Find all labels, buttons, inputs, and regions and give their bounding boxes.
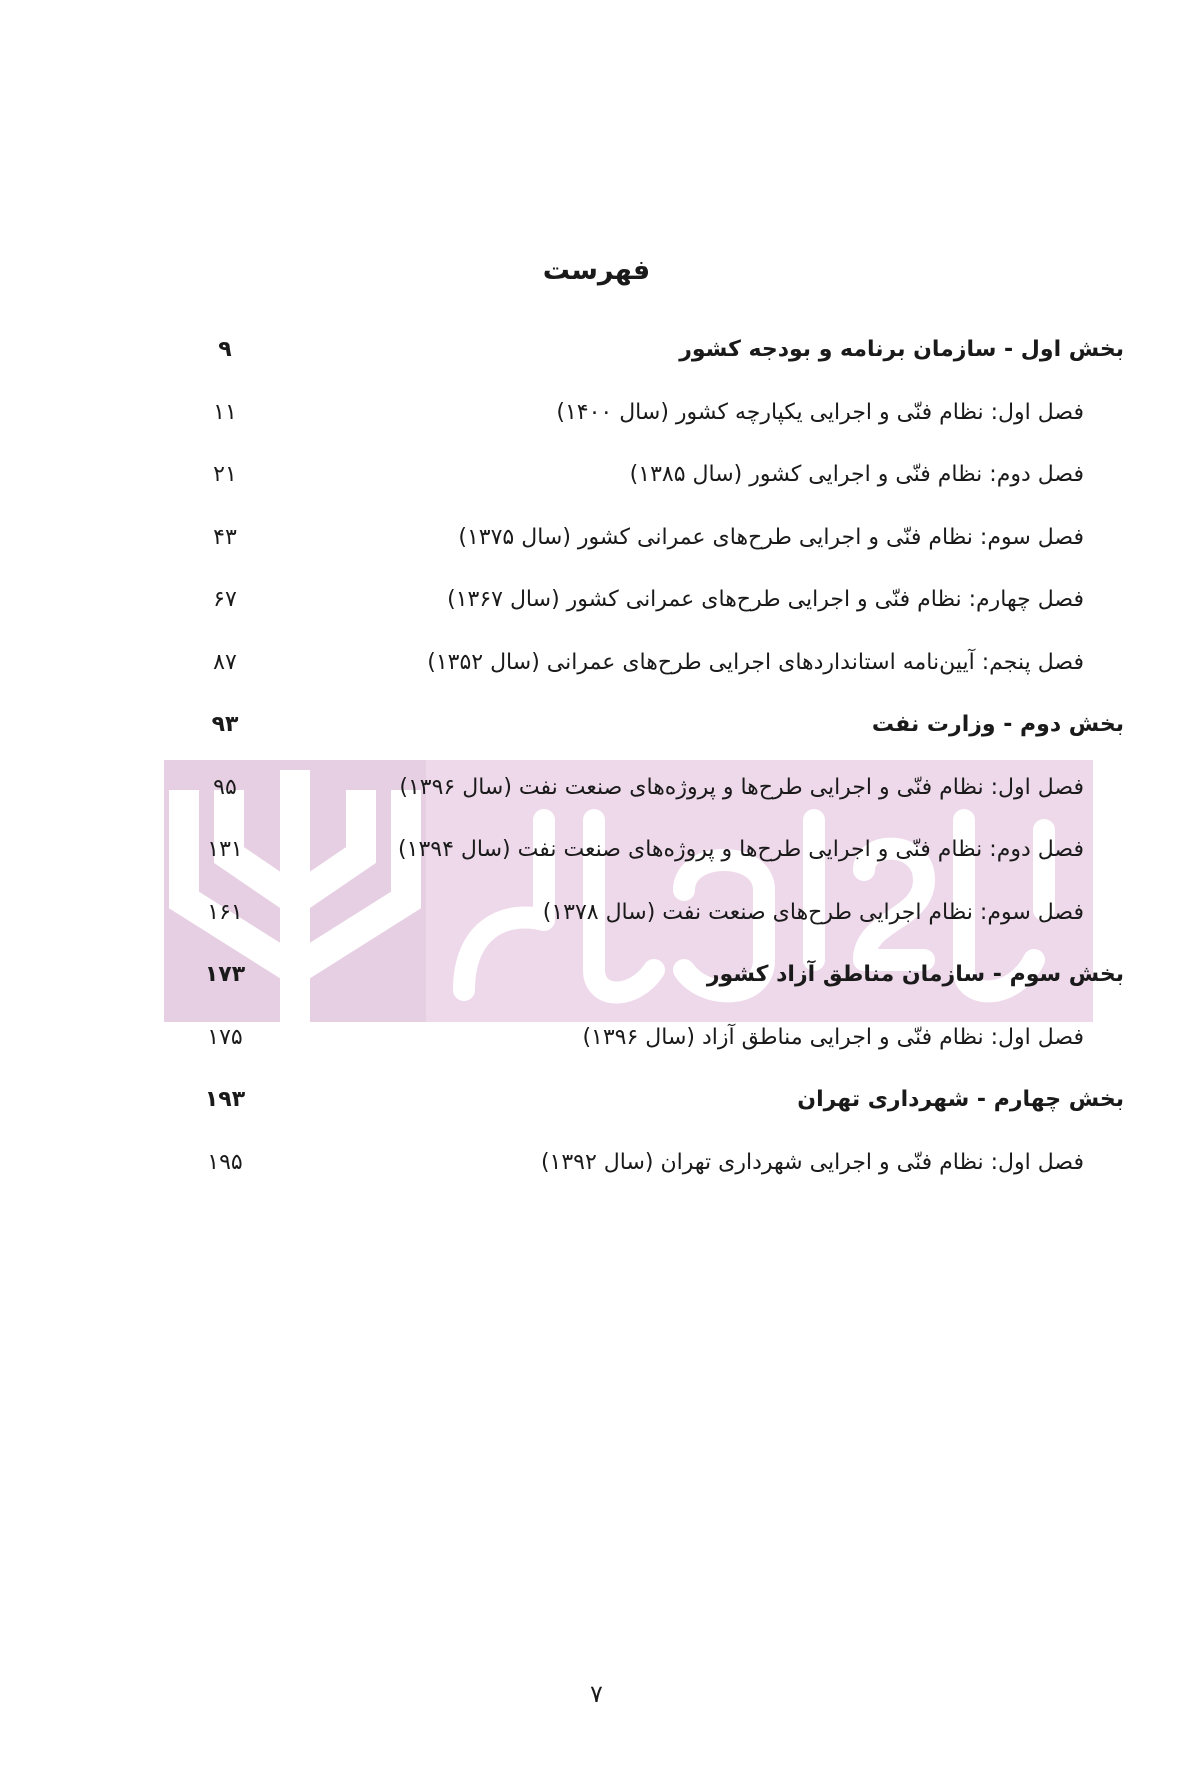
toc-chapter-title: فصل اول: نظام فنّی و اجرایی مناطق آزاد (سال ۱۳۹۶) [582,1024,1084,1050]
toc-section-row [200,330,1124,393]
toc-page-number: ۱۹۵ [207,1149,243,1175]
toc-chapter-row [200,893,1124,956]
toc-chapter-row [200,518,1124,581]
toc-page-number: ۸۷ [213,649,237,675]
toc-chapter-title: فصل اول: نظام فنّی و اجرایی شهرداری تهران (سال ۱۳۹۲) [540,1149,1084,1175]
toc-page-number: ۱۷۵ [207,1024,243,1050]
toc-page-number: ۹ [218,337,232,362]
toc-page-number: ۴۳ [213,524,237,550]
toc-section-title: بخش چهارم - شهرداری تهران [797,1087,1124,1112]
toc-section-title: بخش اول - سازمان برنامه و بودجه کشور [679,337,1124,362]
toc-section-row [200,1080,1124,1143]
toc-title: فهرست [542,255,651,286]
toc-page-number: ۹۵ [213,774,237,800]
toc-chapter-row [200,455,1124,518]
toc-page-number: ۱۶۱ [207,899,243,925]
toc-section-title: بخش سوم - سازمان مناطق آزاد کشور [706,962,1124,987]
toc-page-number: ۹۳ [211,712,239,737]
toc-page-number: ۶۷ [213,587,237,612]
toc-page-number: ۱۳۱ [207,837,243,862]
table-of-contents [200,330,1124,1205]
toc-chapter-row [200,393,1124,456]
toc-chapter-row [200,768,1124,831]
toc-page-number: ۲۱ [213,462,237,487]
toc-chapter-title: فصل سوم: نظام فنّی و اجرایی طرح‌های عمرانی کشور (سال ۱۳۷۵) [458,524,1084,550]
page-number: ۷ [590,1680,603,1708]
toc-section-row [200,955,1124,1018]
toc-chapter-row [200,830,1124,893]
toc-page-number: ۱۷۳ [204,962,246,987]
toc-chapter-title: فصل دوم: نظام فنّی و اجرایی کشور (سال ۱۳۸۵) [629,462,1084,487]
toc-chapter-title: فصل اول: نظام فنّی و اجرایی طرح‌ها و پروژه‌های صنعت نفت (سال ۱۳۹۶) [399,774,1084,800]
toc-chapter-row [200,643,1124,706]
toc-page-number: ۱۱ [213,399,237,425]
toc-chapter-row [200,1018,1124,1081]
toc-chapter-title: فصل سوم: نظام اجرایی طرح‌های صنعت نفت (سال ۱۳۷۸) [542,899,1084,925]
toc-chapter-title: فصل پنجم: آیین‌نامه استانداردهای اجرایی طرح‌های عمرانی (سال ۱۳۵۲) [427,649,1084,675]
toc-section-title: بخش دوم - وزارت نفت [871,712,1124,737]
toc-page-number: ۱۹۳ [204,1087,246,1112]
toc-section-row [200,705,1124,768]
toc-chapter-title: فصل اول: نظام فنّی و اجرایی یکپارچه کشور (سال ۱۴۰۰) [556,399,1084,425]
toc-chapter-row [200,580,1124,643]
toc-chapter-title: فصل چهارم: نظام فنّی و اجرایی طرح‌های عمرانی کشور (سال ۱۳۶۷) [447,587,1084,612]
toc-chapter-title: فصل دوم: نظام فنّی و اجرایی طرح‌ها و پروژه‌های صنعت نفت (سال ۱۳۹۴) [398,837,1084,862]
toc-chapter-row [200,1143,1124,1206]
